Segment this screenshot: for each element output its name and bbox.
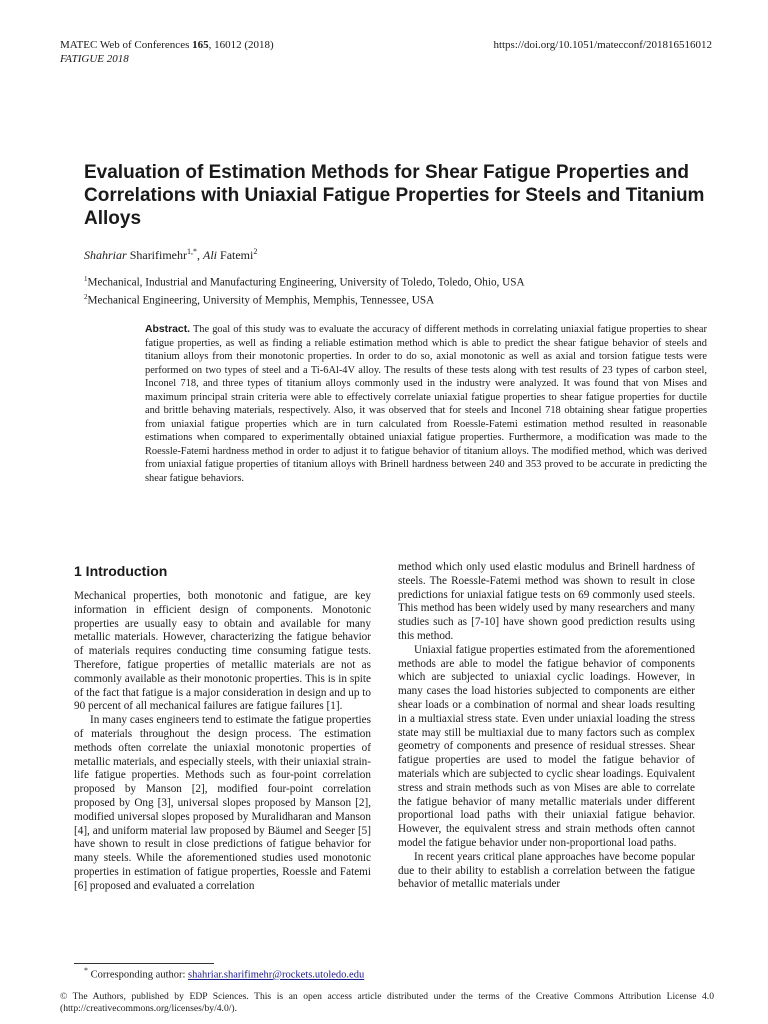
footnote-marker: * xyxy=(84,966,88,975)
journal-volume: 165 xyxy=(192,39,209,51)
right-column xyxy=(398,561,695,892)
intro-paragraph-1: Mechanical properties, both monotonic and fatigue, are key information in efficient design of components. Monotonic properties are usually easy to obtain and available for many metallic materials. However, characterizing the fatigue behavior of materials requires conducting time consuming fatigue tests. Therefore, fatigue properties of metallic materials are not as commonly available as their monotonic properties. This is in spite of the fact that fatigue is a major consideration in design and up to 90 percent of all mechanical failures are fatigue failures [1]. xyxy=(74,590,371,713)
author-separator: , xyxy=(197,248,204,262)
affiliation-1 xyxy=(84,272,525,290)
affiliation-1-text: Mechanical, Industrial and Manufacturing Engineering, University of Toledo, Toledo, Ohio, USA xyxy=(87,276,525,289)
footnote xyxy=(84,966,364,981)
abstract-text: The goal of this study was to evaluate the accuracy of different methods in correlating uniaxial fatigue properties to shear fatigue properties, as well as finding a reliable estimation method which is able to predict the shear fatigue behavior of steels and titanium alloys from their monotonic properties. In order to do so, axial monotonic as well as axial and torsion fatigue tests were performed on two types of steel and a Ti-6Al-4V alloy. The results of these tests along with test results of 23 types of carbon steel, Inconel 718, and three types of titanium alloys commonly used in the industry were analyzed. It was found that von Mises and maximum principal strain criteria were able to effectively correlate uniaxial fatigue properties to shear fatigue properties for ductile and brittle behaving materials, respectively. Also, it was observed that for steels and Inconel 718 obtaining shear fatigue properties from uniaxial fatigue properties which are in turn calculated from Roessle-Fatemi estimation method resulted in reasonable estimations when compared to experimentally obtained uniaxial fatigue properties. Furthermore, a modification was made to the Roessle-Fatemi hardness method in order to adjust it to fatigue behavior of titanium alloys. The modified method, which was derived from uniaxial fatigue properties of titanium alloys with Brinell hardness between 240 and 353 proved to be accurate in predicting the shear fatigue behaviors. xyxy=(145,324,707,485)
intro-paragraph-2: In many cases engineers tend to estimate the fatigue properties of materials throughout the design process. The estimation methods often correlate the uniaxial monotonic properties of metallic materials, and especially steels, with their uniaxial strain-life fatigue properties. Methods such as four-point correlation proposed by Manson [2], modified four-point correlation proposed by Ong [3], universal slopes proposed by Manson [2], modified universal slopes proposed by Muralidharan and Manson [4], and uniform material law proposed by Bäumel and Seeger [5] have shown to result in close predictions of fatigue behavior for many steels. While the aforementioned studies used monotonic properties in estimation of fatigue properties, Roessle and Fatemi [6] proposed and evaluated a correlation xyxy=(74,714,371,892)
journal-citation xyxy=(60,38,274,52)
left-column xyxy=(74,590,371,894)
intro-paragraph-5: In recent years critical plane approaches have become popular due to their ability to establish a correlation between the fatigue behavior of metallic materials under xyxy=(398,850,695,891)
corresponding-email-link[interactable]: shahriar.sharifimehr@rockets.utoledo.edu xyxy=(188,969,365,981)
author-1-last-name: Sharifimehr xyxy=(126,248,188,262)
intro-paragraph-4: Uniaxial fatigue properties estimated from the aforementioned methods are able to model the fatigue behavior of components which are subjected to uniaxial cyclic loadings. However, in many cases the load histories subjected to components are either shear loads or a combination of normal and shear loads resulting in a multiaxial stress state. Even under uniaxial loading the stress state may still be multiaxial due to many factors such as complex geometry of components and presence of residual stresses. Shear fatigue properties are used to model the fatigue behavior of materials which are subjected to cyclic shear loadings. Equivalent stress and strain methods such as von Mises are able to correlate the fatigue behavior of many metallic materials under different proportional load paths with their uniaxial fatigue behavior. However, the equivalent stress and strain methods often cannot model the fatigue behavior under non-proportional load paths. xyxy=(398,643,695,849)
journal-issue: , 16012 (2018) xyxy=(208,39,274,51)
footnote-divider xyxy=(74,963,214,964)
license-notice: © The Authors, published by EDP Sciences. This is an open access article distributed under the terms of the Creative Commons Attribution License 4.0 (http://creativecommons.org/licenses/by/4.0/). xyxy=(60,991,714,1014)
abstract xyxy=(145,323,707,486)
author-list xyxy=(84,247,257,263)
author-2-affil-marker: 2 xyxy=(253,247,258,256)
doi-link[interactable]: https://doi.org/10.1051/matecconf/201816516012 xyxy=(493,39,712,51)
affiliation-1-marker: 1 xyxy=(84,275,88,283)
author-1-first-name: Shahriar xyxy=(84,248,127,262)
affiliation-2-text: Mechanical Engineering, University of Memphis, Memphis, Tennessee, USA xyxy=(87,294,435,307)
conference-name: FATIGUE 2018 xyxy=(60,53,129,65)
author-2-first-name: Ali xyxy=(203,248,218,262)
affiliation-2-marker: 2 xyxy=(84,292,88,301)
running-header-left xyxy=(60,38,274,66)
paper-title: Evaluation of Estimation Methods for Shear Fatigue Properties and Correlations with Uniaxial Fatigue Properties for Steels and Titanium Alloys xyxy=(84,162,705,229)
affiliations xyxy=(84,272,525,307)
abstract-label: Abstract. xyxy=(145,324,191,335)
journal-name: MATEC Web of Conferences xyxy=(60,39,193,51)
affiliation-2 xyxy=(84,290,525,308)
footnote-label: Corresponding author: xyxy=(88,969,189,981)
author-2-last-name: Fatemi xyxy=(217,248,254,262)
intro-paragraph-3: method which only used elastic modulus and Brinell hardness of steels. The Roessle-Fatemi method was shown to result in close predictions for uniaxial fatigue tests on 69 commonly used steels. This method has been widely used by many researchers and many studies such as [7-10] have shown good prediction results using this method. xyxy=(398,561,695,642)
author-1-affil-marker: 1,* xyxy=(187,247,198,256)
section-heading-introduction: 1 Introduction xyxy=(74,563,168,579)
